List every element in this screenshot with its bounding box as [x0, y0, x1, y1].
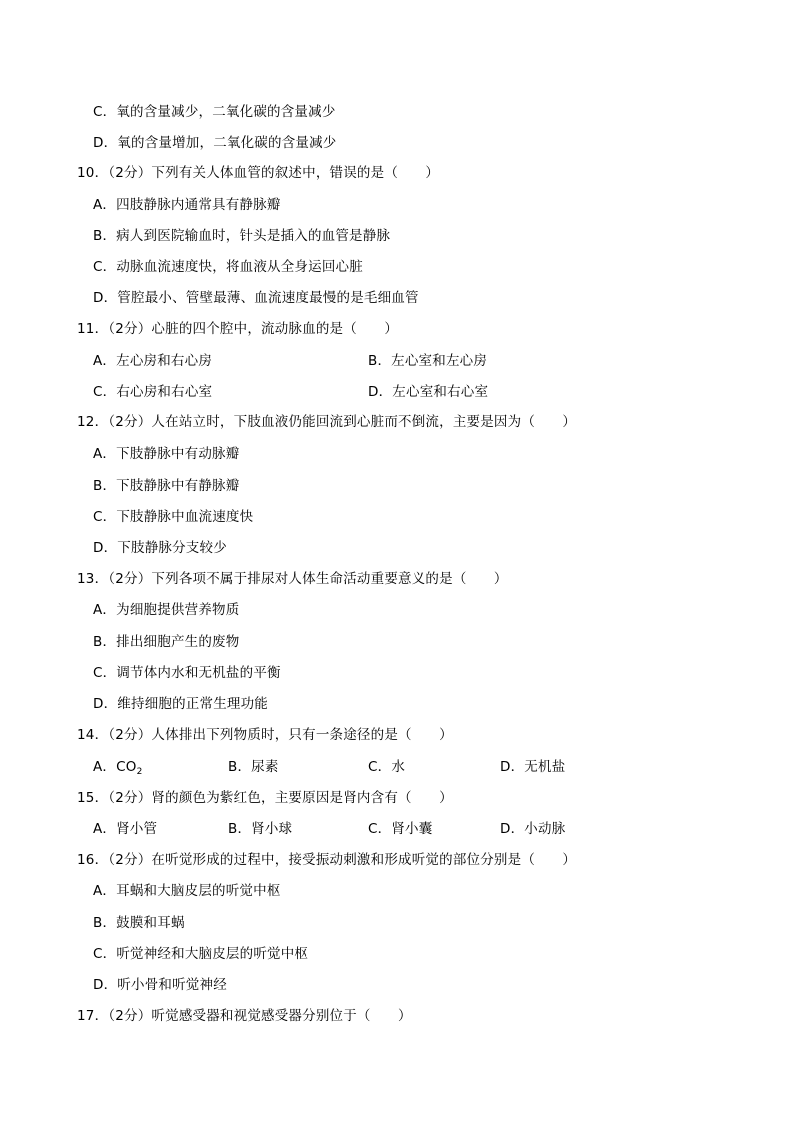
q12-option-d: D．下肢静脉分支较少 [93, 540, 227, 556]
q13-stem: 13．（2分）下列各项不属于排尿对人体生命活动重要意义的是（ ） [77, 571, 508, 587]
q9-option-d: D．氧的含量增加，二氧化碳的含量减少 [93, 135, 337, 151]
q13-option-d: D．维持细胞的正常生理功能 [93, 696, 268, 712]
q12-option-a: A．下肢静脉中有动脉瓣 [93, 446, 240, 462]
q11-stem: 11．（2分）心脏的四个腔中，流动脉血的是（ ） [77, 321, 399, 337]
q14-stem: 14．（2分）人体排出下列物质时，只有一条途径的是（ ） [77, 727, 453, 743]
q15-option-b: B．肾小球 [228, 821, 293, 837]
q11-option-d: D．左心室和右心室 [368, 384, 489, 400]
q11-option-b: B．左心室和左心房 [368, 353, 488, 369]
q15-option-a: A．肾小管 [93, 821, 158, 837]
q17-stem: 17．（2分）听觉感受器和视觉感受器分别位于（ ） [77, 1008, 412, 1024]
q16-option-d: D．听小骨和听觉神经 [93, 977, 227, 993]
q14-option-d: D．无机盐 [500, 759, 566, 775]
q14-option-c: C．水 [368, 759, 406, 775]
q16-option-b: B．鼓膜和耳蜗 [93, 915, 185, 931]
q14-option-b: B．尿素 [228, 759, 279, 775]
q14-option-a-text: A．CO [93, 759, 137, 775]
q12-option-b: B．下肢静脉中有静脉瓣 [93, 478, 240, 494]
q14-option-a-subscript: 2 [136, 767, 143, 777]
q10-option-b: B．病人到医院输血时，针头是插入的血管是静脉 [93, 228, 391, 244]
q15-stem: 15．（2分）肾的颜色为紫红色，主要原因是肾内含有（ ） [77, 790, 453, 806]
q9-option-c: C．氧的含量减少，二氧化碳的含量减少 [93, 104, 336, 120]
q15-option-c: C．肾小囊 [368, 821, 433, 837]
q14-option-a [93, 758, 143, 776]
q10-option-a: A．四肢静脉内通常具有静脉瓣 [93, 197, 281, 213]
q15-option-d: D．小动脉 [500, 821, 566, 837]
q16-option-c: C．听觉神经和大脑皮层的听觉中枢 [93, 946, 309, 962]
q10-stem: 10．（2分）下列有关人体血管的叙述中，错误的是（ ） [77, 165, 440, 181]
q16-stem: 16．（2分）在听觉形成的过程中，接受振动刺激和形成听觉的部位分别是（ ） [77, 852, 577, 868]
q13-option-a: A．为细胞提供营养物质 [93, 602, 240, 618]
q16-option-a: A．耳蜗和大脑皮层的听觉中枢 [93, 883, 281, 899]
q12-stem: 12．（2分）人在站立时，下肢血液仍能回流到心脏而不倒流，主要是因为（ ） [77, 414, 577, 430]
q10-option-d: D．管腔最小、管壁最薄、血流速度最慢的是毛细血管 [93, 290, 419, 306]
q13-option-b: B．排出细胞产生的废物 [93, 634, 240, 650]
q13-option-c: C．调节体内水和无机盐的平衡 [93, 665, 281, 681]
q10-option-c: C．动脉血流速度快，将血液从全身运回心脏 [93, 259, 363, 275]
q12-option-c: C．下肢静脉中血流速度快 [93, 509, 254, 525]
q11-option-c: C．右心房和右心室 [93, 384, 213, 400]
q11-option-a: A．左心房和右心房 [93, 353, 213, 369]
